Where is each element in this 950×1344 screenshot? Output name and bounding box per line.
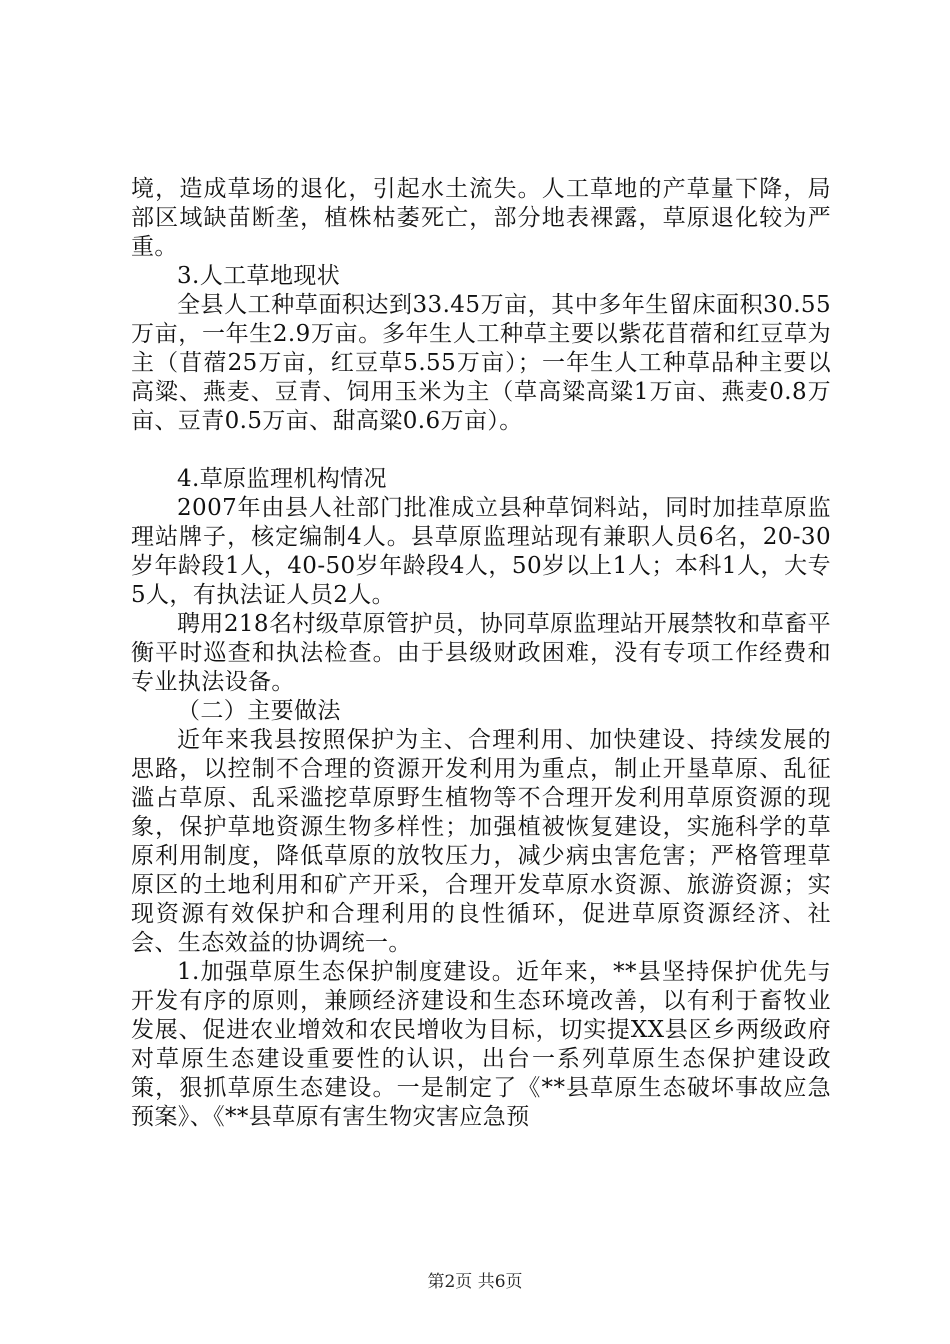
paragraph-grassland-keepers: 聘用218名村级草原管护员，协同草原监理站开展禁牧和草畜平衡平时巡查和执法检查。由于县级财政困难，没有专项工作经费和专业执法设备。 [131, 611, 831, 695]
heading-supervision-agency: 4.草原监理机构情况 [177, 466, 387, 492]
paragraph-protection-system: 1.加强草原生态保护制度建设。近年来，**县坚持保护优先与开发有序的原则，兼顾经济建设和生态环境改善，以有利于畜牧业发展、促进农业增效和农民增收为目标，切实提XX县区乡两级政府对草原生态建设重要性的认识，出台一系列草原生态保护建设政策，狠抓草原生态建设。一是制定了《**县草原生态破坏事故应急预案》、《**县草原有害生物灾害应急预 [131, 959, 831, 1130]
heading-main-practices: （二）主要做法 [177, 698, 341, 724]
paragraph-artificial-grassland: 全县人工种草面积达到33.45万亩，其中多年生留床面积30.55万亩，一年生2.9万亩。多年生人工种草主要以紫花苜蓿和红豆草为主（苜蓿25万亩，红豆草5.55万亩）；一年生人工种草品种主要以高粱、燕麦、豆青、饲用玉米为主（草高粱高粱1万亩、燕麦0.8万亩、豆青0.5万亩、甜高粱0.6万亩）。 [131, 292, 831, 434]
heading-artificial-grassland-status: 3.人工草地现状 [177, 263, 341, 289]
paragraph-supervision-agency: 2007年由县人社部门批准成立县种草饲料站，同时加挂草原监理站牌子，核定编制4人。县草原监理站现有兼职人员6名，20-30岁年龄段1人，40-50岁年龄段4人，50岁以上1人；本科1人，大专5人，有执法证人员2人。 [131, 495, 831, 608]
body-text [131, 175, 831, 1132]
paragraph-main-practices: 近年来我县按照保护为主、合理利用、加快建设、持续发展的思路，以控制不合理的资源开发利用为重点，制止开垦草原、乱征滥占草原、乱采滥挖草原野生植物等不合理开发利用草原资源的现象，保护草地资源生物多样性；加强植被恢复建设，实施科学的草原利用制度，降低草原的放牧压力，减少病虫害危害；严格管理草原区的土地利用和矿产开采，合理开发草原水资源、旅游资源；实现资源有效保护和合理利用的良性循环，促进草原资源经济、社会、生态效益的协调统一。 [131, 727, 831, 956]
paragraph-continuation: 境，造成草场的退化，引起水土流失。人工草地的产草量下降，局部区域缺苗断垄，植株枯萎死亡，部分地表裸露，草原退化较为严重。 [131, 176, 831, 260]
paragraph-gap [131, 436, 831, 465]
page-footer: 第2页 共6页 [427, 1272, 523, 1292]
